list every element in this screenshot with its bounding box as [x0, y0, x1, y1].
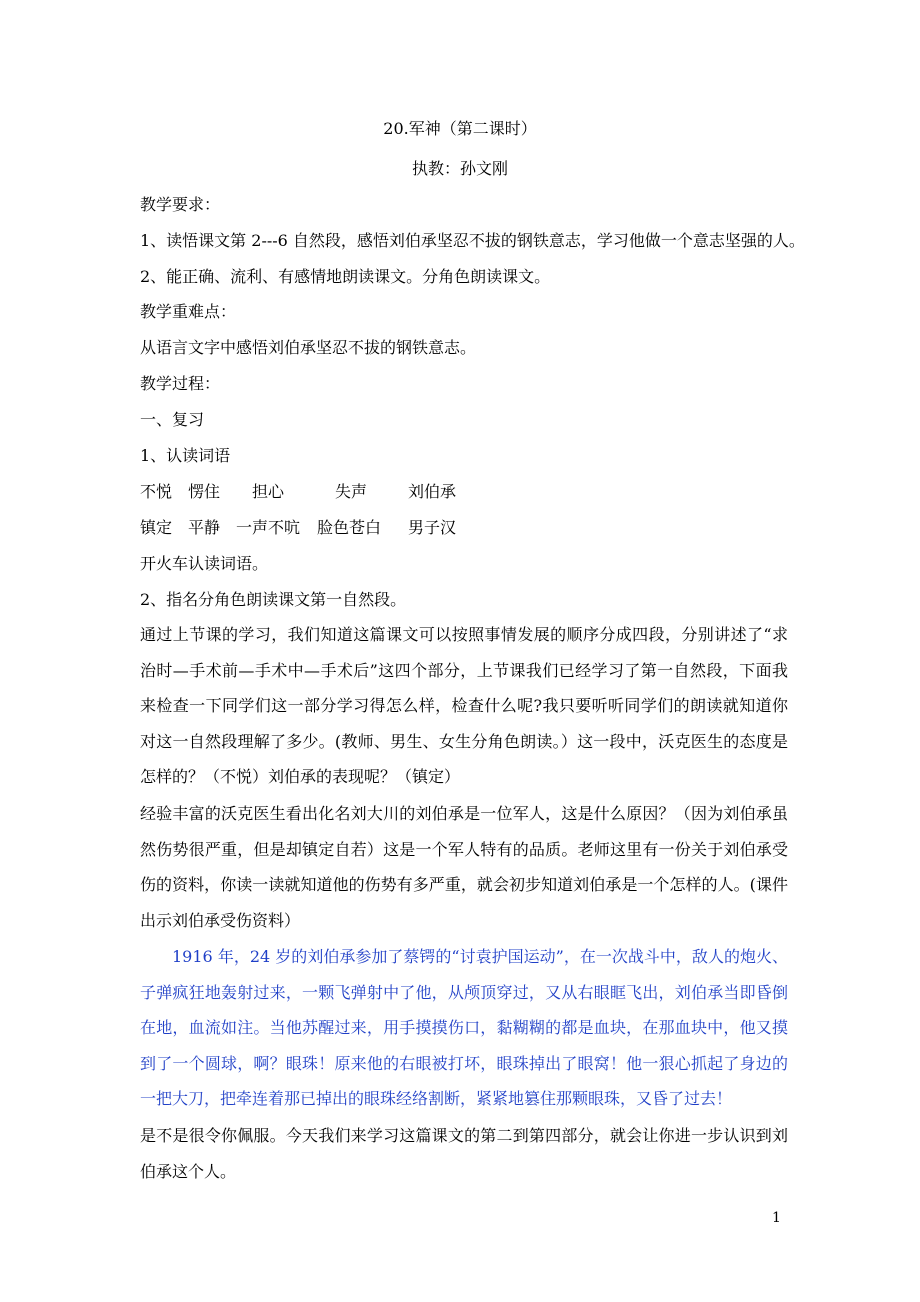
- step-word-reading: 1、认读词语: [140, 446, 231, 465]
- requirement-item-2: 2、能正确、流利、有感情地朗读课文。分角色朗读课文。: [140, 267, 551, 286]
- paragraph-lesson-intro: 通过上节课的学习，我们知道这篇课文可以按照事情发展的顺序分成四段，分别讲述了“求治时—手术前—手术中—手术后”这四个部分，上节课我们已经学习了第一自然段，下面我来检查一下同学们这一部分学习得怎么样，检查什么呢?我只要听听同学们的朗读就知道你对这一自然段理解了多少。(教师、男生、女生分角色朗读。）这一段中，沃克医生的态度是怎样的？（不悦）刘伯承的表现呢？（镇定）: [140, 625, 788, 786]
- word-item: 镇定: [140, 518, 173, 537]
- page-number: 1: [772, 1210, 781, 1226]
- word-item: 男子汉: [408, 518, 457, 537]
- key-points-heading: 教学重难点：: [140, 302, 237, 321]
- requirement-item-1: 1、读悟课文第 2---6 自然段，感悟刘伯承坚忍不拔的钢铁意志，学习他做一个意志坚强的人。: [140, 231, 805, 250]
- paragraph-transition: 是不是很令你佩服。今天我们来学习这篇课文的第二到第四部分，就会让你进一步认识到刘伯承这个人。: [140, 1126, 788, 1181]
- word-item: 刘伯承: [408, 482, 457, 501]
- process-heading: 教学过程：: [140, 374, 221, 393]
- paragraph-injury-story: 1916 年，24 岁的刘伯承参加了蔡锷的“讨袁护国运动”，在一次战斗中，敌人的炮火、子弹疯狂地轰射过来，一颗飞弹射中了他，从颅顶穿过，又从右眼眶飞出，刘伯承当即昏倒在地，血流如注。当他苏醒过来，用手摸摸伤口，黏糊糊的都是血块，在那血块中，他又摸到了一个圆球，啊？眼珠！原来他的右眼被打坏，眼珠掉出了眼窝！他一狠心抓起了身边的一把大刀，把牵连着那已掉出的眼珠经络割断，紧紧地篡住那颗眼珠，又昏了过去！: [140, 947, 788, 1108]
- word-item: 担心: [252, 482, 285, 501]
- word-item: 一声不吭: [236, 518, 301, 537]
- paragraph-military-quality: 经验丰富的沃克医生看出化名刘大川的刘伯承是一位军人，这是什么原因？（因为刘伯承虽然伤势很严重，但是却镇定自若）这是一个军人特有的品质。老师这里有一份关于刘伯承受伤的资料，你读一读就知道他的伤势有多严重，就会初步知道刘伯承是一个怎样的人。(课件出示刘伯承受伤资料）: [140, 804, 788, 930]
- section-review-heading: 一、复习: [140, 410, 205, 429]
- key-points-text: 从语言文字中感悟刘伯承坚忍不拔的钢铁意志。: [140, 338, 477, 357]
- lesson-title: 20.军神（第二课时）: [383, 119, 537, 138]
- word-item: 失声: [335, 482, 368, 501]
- word-item: 脸色苍白: [317, 518, 382, 537]
- teacher-name: 执教：孙文刚: [411, 159, 508, 178]
- word-item: 愣住: [188, 482, 221, 501]
- word-item: 不悦: [140, 482, 173, 501]
- word-item: 平静: [188, 518, 221, 537]
- requirements-heading: 教学要求：: [140, 195, 221, 214]
- train-reading-text: 开火车认读词语。: [140, 554, 269, 573]
- step-role-reading: 2、指名分角色朗读课文第一自然段。: [140, 590, 407, 609]
